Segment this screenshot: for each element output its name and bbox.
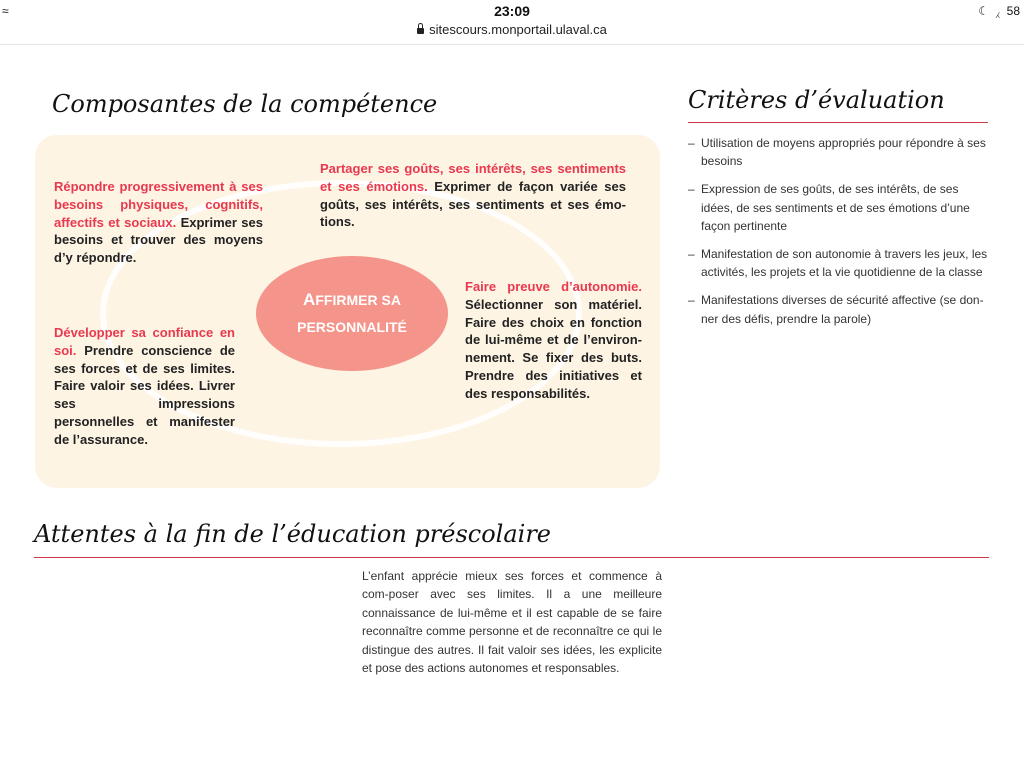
criteria-item: – Utilisation de moyens appropriés pour répondre à ses besoins bbox=[688, 136, 986, 169]
bluetooth-icon: ⁁ bbox=[996, 4, 1000, 18]
dash-icon: – bbox=[688, 136, 695, 150]
url-text: sitescours.monportail.ulaval.ca bbox=[429, 22, 607, 37]
center-label-line: PERSONNALITÉ bbox=[297, 319, 407, 335]
competence-title: Composantes de la compétence bbox=[52, 90, 438, 118]
lock-icon bbox=[417, 28, 424, 34]
moon-icon: ☾ bbox=[978, 4, 989, 18]
dash-icon: – bbox=[688, 182, 695, 197]
component-highlight: Répondre progressivement à ses besoins physiques, cognitifs, affectifs et sociaux. bbox=[54, 179, 263, 230]
component-body: Sélectionner son matériel. Faire des choix en fonction de lui-même et de l’environ-nement. Se fixer des buts. Prendre des initiatives et des responsabilités. bbox=[465, 296, 642, 401]
component-block bbox=[465, 278, 642, 403]
component-block bbox=[320, 160, 626, 231]
component-body: Exprimer ses besoins et trouver des moyens d’y répondre. bbox=[54, 214, 263, 266]
attentes-divider bbox=[34, 557, 989, 558]
attentes-text: L’enfant apprécie mieux ses forces et commence à com-poser avec ses limites. Il a une meilleure connaissance de lui-même et il est capable de se faire reconnaître comme personne et de reconnaître ce qui le distingue des autres. Il fait valoir ses idées, les explicite et pose des actions autonomes et responsables. bbox=[362, 569, 662, 676]
wifi-icon: ≈ bbox=[2, 4, 9, 18]
status-time: 23:09 bbox=[494, 3, 530, 19]
center-oval bbox=[256, 256, 448, 371]
component-body: Exprimer de façon variée ses goûts, ses intérêts, ses sentiments et ses émo-tions. bbox=[320, 178, 626, 230]
criteria-item: – Manifestations diverses de sécurité affective (se don-ner des défis, prendre la parole) bbox=[688, 293, 984, 326]
center-label bbox=[277, 286, 427, 341]
dash-icon: – bbox=[688, 293, 695, 308]
component-block bbox=[54, 178, 263, 267]
criteria-title: Critères d’évaluation bbox=[688, 86, 945, 114]
criteria-divider bbox=[688, 122, 988, 123]
criteria-item: – Manifestation de son autonomie à travers les jeux, les activités, les projets et la vie quotidienne de la classe bbox=[688, 247, 988, 280]
component-highlight: Faire preuve d’autonomie. bbox=[465, 279, 642, 294]
address-bar[interactable] bbox=[0, 22, 1024, 37]
dash-icon: – bbox=[688, 247, 695, 262]
center-label-line: AFFIRMER SA bbox=[303, 290, 401, 309]
component-body: Prendre conscience de ses forces et de ses limites. Faire valoir ses idées. Livrer ses impressions personnelles et manifester de l’assurance. bbox=[54, 342, 235, 447]
criteria-list bbox=[688, 134, 988, 338]
battery-level: 58 bbox=[1006, 4, 1020, 18]
component-highlight: Partager ses goûts, ses intérêts, ses sentiments et ses émotions. bbox=[320, 161, 626, 194]
criteria-item: – Expression de ses goûts, de ses intérêts, de ses idées, de ses sentiments et de ses émotions d’une façon pertinente bbox=[688, 182, 970, 234]
browser-status-bar bbox=[0, 0, 1024, 45]
component-block bbox=[54, 324, 235, 449]
status-indicators bbox=[974, 4, 1020, 18]
attentes-title: Attentes à la fin de l’éducation préscolaire bbox=[34, 520, 552, 548]
component-highlight: Développer sa confiance en soi. bbox=[54, 325, 235, 358]
